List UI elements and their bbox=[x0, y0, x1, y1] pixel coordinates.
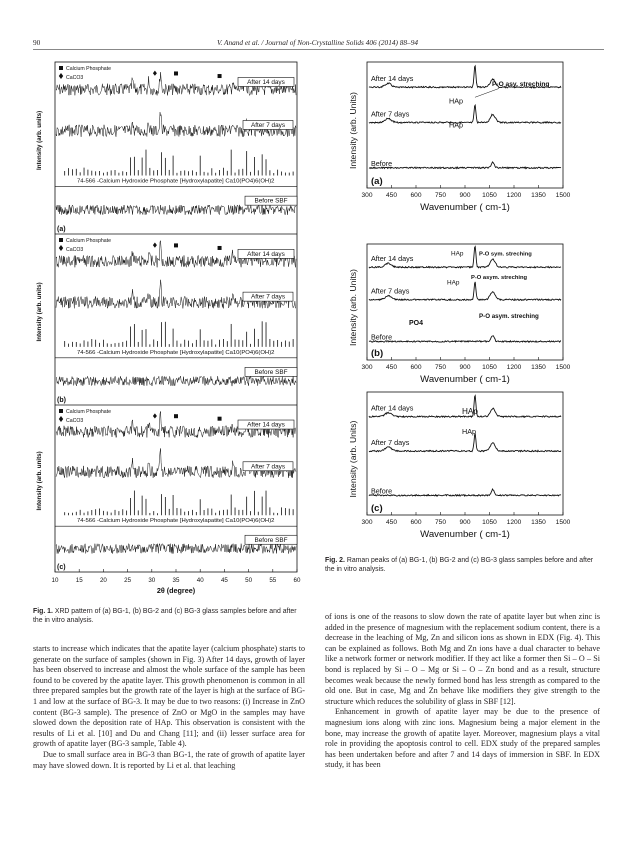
annotation-hap: HAp bbox=[447, 279, 460, 287]
x-tick-label: 1500 bbox=[555, 519, 571, 526]
figure-2-caption-text: Raman peaks of (a) BG-1, (b) BG-2 and (c) BG-3 glass samples before and after the in vitro analysis. bbox=[325, 557, 594, 574]
legend-calcium-phosphate: Calcium Phosphate bbox=[66, 409, 111, 415]
x-tick-label: 1500 bbox=[555, 364, 571, 371]
x-tick-label: 300 bbox=[361, 364, 373, 371]
caco3-marker-icon bbox=[59, 245, 63, 251]
raman-panel-1 bbox=[348, 62, 571, 213]
raman-curve-label: Before bbox=[371, 332, 393, 342]
body-left-paragraph-2: Due to small surface area in BG-3 than BG-1, the rate of growth of apatite layer may have slowed down. It is reported by Li et al. that leaching bbox=[33, 749, 305, 770]
raman-panel-3 bbox=[348, 392, 571, 540]
plot-frame bbox=[55, 62, 297, 572]
curve-label-after-14-days: After 14 days bbox=[247, 250, 285, 258]
peak-marker-icon bbox=[174, 243, 178, 247]
peak-marker-icon bbox=[174, 414, 178, 418]
raman-curve-label: Before bbox=[371, 486, 393, 496]
x-tick-label: 600 bbox=[410, 519, 422, 526]
annotation-po4: PO4 bbox=[409, 320, 424, 328]
panel-letter: (c) bbox=[57, 564, 66, 571]
xrd-curve-before-sbf bbox=[56, 376, 296, 386]
body-right-paragraph-2: Enhancement in growth of apatite layer may be due to the presence of magnesium ions along with zinc ions. Magnesium being a major element in the bone, may increase the growth of apatite layer. Moreover, magnesium plays a vital role in providing the apoptosis control to cell. EDX study of the prepared samples has been undertaken before and after 7 and 14 days of immersion in SBF. In EDX study, it has been bbox=[325, 707, 600, 770]
curve-label-after-7-days: After 7 days bbox=[250, 121, 286, 129]
x-tick-label: 25 bbox=[124, 577, 132, 584]
figure-1-caption bbox=[33, 607, 305, 625]
xrd-panel-3 bbox=[36, 405, 297, 571]
y-axis-label: Intensity (arb. Units) bbox=[348, 92, 358, 169]
x-tick-label: 1050 bbox=[482, 192, 497, 199]
journal-running-head: V. Anand et al. / Journal of Non-Crystalline Solids 406 (2014) 88–94 bbox=[217, 38, 418, 47]
calcium-phosphate-marker-icon bbox=[59, 409, 63, 413]
x-tick-label: 450 bbox=[385, 364, 398, 371]
x-tick-label: 1350 bbox=[531, 364, 546, 371]
x-tick-label: 1350 bbox=[531, 519, 546, 526]
caco3-marker-icon bbox=[59, 73, 63, 79]
x-axis-label: Wavenumber ( cm-1) bbox=[420, 374, 510, 385]
body-column-left bbox=[33, 644, 305, 771]
body-column-right bbox=[325, 612, 600, 771]
page-number: 90 bbox=[33, 38, 41, 47]
annotation-arrow bbox=[475, 88, 499, 97]
x-tick-label: 300 bbox=[361, 192, 373, 199]
x-tick-label: 1500 bbox=[555, 192, 571, 199]
curve-label-after-7-days: After 7 days bbox=[250, 293, 286, 301]
x-tick-label: 10 bbox=[51, 577, 59, 584]
peak-marker-icon bbox=[218, 417, 222, 421]
xrd-panel-2 bbox=[36, 234, 297, 404]
calcium-phosphate-marker-icon bbox=[59, 238, 63, 242]
x-tick-label: 900 bbox=[459, 364, 471, 371]
xrd-curve-before-sbf bbox=[56, 544, 296, 554]
x-tick-label: 450 bbox=[385, 192, 398, 199]
caco3-peak-marker-icon bbox=[153, 71, 157, 76]
x-tick-label: 60 bbox=[293, 577, 301, 584]
annotation-p-o-asym-streching: P-O asym. streching bbox=[479, 313, 539, 321]
curve-label-after-7-days: After 7 days bbox=[250, 463, 286, 471]
x-tick-label: 750 bbox=[434, 519, 447, 526]
curve-label-before-sbf: Before SBF bbox=[254, 368, 288, 376]
x-tick-label: 1200 bbox=[506, 519, 522, 526]
x-tick-label: 450 bbox=[385, 519, 398, 526]
caco3-peak-marker-icon bbox=[153, 413, 157, 418]
panel-letter: (b) bbox=[57, 397, 66, 404]
body-left-paragraph-1: starts to increase which indicates that the apatite layer (calcium phosphate) starts to generate on the surface of samples (shown in Fig. 3) After 14 days, growth of layer has been observed to increase and almost the whole surface of the sample has been found to be covered by the apatite layer. This growth phenomenon is common in all three prepared samples but the growth rate of the layer is high at the surface of BG-1 and low at the surface of BG-3. It may be due to two reasons: (i) Increase in ZnO content (BG-3 sample). The presence of ZnO or MgO in the samples may have slowed down the deposition rate of HAp. This observation is consistent with the results of Li et al. [10] and Du and Chang [11]; and (ii) lesser surface area for growth of apatite layer (BG-3 sample, Table 4). bbox=[33, 644, 305, 749]
x-tick-label: 35 bbox=[172, 577, 180, 584]
raman-curve-label: Before bbox=[371, 158, 393, 168]
figure-2-caption bbox=[325, 556, 600, 574]
panel-letter: (b) bbox=[371, 348, 384, 359]
curve-label-after-14-days: After 14 days bbox=[247, 421, 285, 429]
legend-caco3: CaCO3 bbox=[66, 75, 84, 81]
x-tick-label: 50 bbox=[245, 577, 253, 584]
figure-2-raman bbox=[345, 60, 573, 540]
x-tick-label: 900 bbox=[459, 519, 471, 526]
x-tick-label: 1200 bbox=[506, 364, 522, 371]
xrd-panel-1 bbox=[36, 66, 297, 233]
annotation-hap: HAp bbox=[462, 407, 478, 417]
x-tick-label: 1350 bbox=[531, 192, 546, 199]
y-axis-label: Intensity (arb. units) bbox=[36, 282, 43, 342]
reference-pattern-label: 74-566 -Calcium Hydroxide Phosphate [Hydroxylapatite] Ca10(PO4)6(OH)2 bbox=[77, 349, 275, 356]
legend-calcium-phosphate: Calcium Phosphate bbox=[66, 66, 111, 72]
figure-2-caption-label: Fig. 2. bbox=[325, 557, 345, 564]
x-tick-label: 300 bbox=[361, 519, 373, 526]
legend-caco3: CaCO3 bbox=[66, 247, 84, 253]
header-rule bbox=[33, 49, 604, 50]
raman-curve-label: After 14 days bbox=[371, 74, 414, 84]
xrd-figure-svg bbox=[33, 60, 305, 605]
x-tick-label: 20 bbox=[99, 577, 107, 584]
x-tick-label: 15 bbox=[75, 577, 83, 584]
raman-curve-before bbox=[369, 336, 561, 342]
x-tick-label: 750 bbox=[434, 192, 447, 199]
y-axis-label: Intensity (arb. units) bbox=[36, 451, 43, 511]
calcium-phosphate-marker-icon bbox=[59, 66, 63, 70]
xrd-curve-before-sbf bbox=[56, 205, 296, 215]
y-axis-label: Intensity (arb. Units) bbox=[348, 269, 358, 346]
legend-caco3: CaCO3 bbox=[66, 418, 84, 424]
panel-letter: (a) bbox=[57, 226, 66, 233]
curve-label-after-14-days: After 14 days bbox=[247, 78, 285, 86]
x-axis-label: 2θ (degree) bbox=[156, 586, 196, 595]
annotation-p-o-asym-streching: P-O asym. streching bbox=[471, 274, 528, 281]
panel-letter: (c) bbox=[371, 503, 383, 514]
caco3-peak-marker-icon bbox=[153, 243, 157, 248]
x-axis-label: Wavenumber ( cm-1) bbox=[420, 529, 510, 540]
raman-curve-before bbox=[369, 489, 561, 496]
x-tick-label: 750 bbox=[434, 364, 447, 371]
raman-curve-label: After 14 days bbox=[371, 254, 414, 264]
raman-curve-label: After 7 days bbox=[371, 109, 410, 119]
peak-marker-icon bbox=[218, 246, 222, 250]
curve-label-before-sbf: Before SBF bbox=[254, 197, 288, 205]
figure-1-caption-text: XRD pattern of (a) BG-1, (b) BG-2 and (c) BG-3 glass samples before and after the in vitro analysis. bbox=[33, 608, 297, 625]
raman-figure-svg bbox=[345, 60, 573, 540]
peak-marker-icon bbox=[174, 71, 178, 75]
x-tick-label: 1050 bbox=[482, 364, 497, 371]
x-tick-label: 30 bbox=[148, 577, 156, 584]
annotation-hap: HAp bbox=[449, 120, 463, 130]
figure-1-xrd bbox=[33, 60, 305, 605]
annotation-hap: HAp bbox=[451, 250, 464, 258]
raman-curve-label: After 7 days bbox=[371, 438, 410, 448]
y-axis-label: Intensity (arb. Units) bbox=[348, 420, 358, 498]
raman-curve-before bbox=[369, 162, 561, 169]
raman-curve-label: After 14 days bbox=[371, 403, 414, 413]
legend-calcium-phosphate: Calcium Phosphate bbox=[66, 238, 111, 244]
peak-marker-icon bbox=[218, 74, 222, 78]
x-tick-label: 40 bbox=[196, 577, 204, 584]
x-tick-label: 600 bbox=[410, 364, 422, 371]
annotation-hap: HAp bbox=[449, 96, 463, 106]
annotation-p-o-asy-streching: P-O asy. streching bbox=[492, 80, 550, 88]
annotation-p-o-sym-streching: P-O sym. streching bbox=[479, 251, 532, 258]
y-axis-label: Intensity (arb. units) bbox=[36, 110, 43, 170]
x-tick-label: 1050 bbox=[482, 519, 497, 526]
body-right-paragraph-1: of ions is one of the reasons to slow down the rate of apatite layer but when zinc is added in the presence of magnesium with the replacement sodium content, there is a decrease in the leaching of Mg, Zn and silicon ions as shown in EDX (Fig. 4). This can be explained as follows. Both Mg and Zn ions have a dual character to behave like a network former or network modifier. If they act like a former then Si – O – Si bond is replaced by Si – O – Mg or Si – O – Zn bond and as a result, structure becomes weak because the newly formed bond has less strength as compared to the old one. But in case, Mg and Zn behave like modifiers they give strength to the structure which reduces the solubility of glass in SBF [12]. bbox=[325, 612, 600, 706]
raman-curve-label: After 7 days bbox=[371, 286, 410, 296]
x-tick-label: 55 bbox=[269, 577, 277, 584]
raman-panel-2 bbox=[348, 244, 571, 385]
reference-pattern-label: 74-566 -Calcium Hydroxide Phosphate [Hydroxylapatite] Ca10(PO4)6(OH)2 bbox=[77, 518, 275, 525]
figure-1-caption-label: Fig. 1. bbox=[33, 608, 53, 615]
x-tick-label: 45 bbox=[220, 577, 228, 584]
x-tick-label: 900 bbox=[459, 192, 471, 199]
reference-pattern-label: 74-566 -Calcium Hydroxide Phosphate [Hydroxylapatite] Ca10(PO4)6(OH)2 bbox=[77, 178, 275, 185]
x-tick-label: 600 bbox=[410, 192, 422, 199]
curve-label-before-sbf: Before SBF bbox=[254, 536, 288, 544]
x-axis-label: Wavenumber ( cm-1) bbox=[420, 202, 510, 213]
annotation-hap: HAp bbox=[462, 426, 476, 436]
caco3-marker-icon bbox=[59, 416, 63, 422]
x-tick-label: 1200 bbox=[506, 192, 522, 199]
panel-letter: (a) bbox=[371, 176, 383, 187]
